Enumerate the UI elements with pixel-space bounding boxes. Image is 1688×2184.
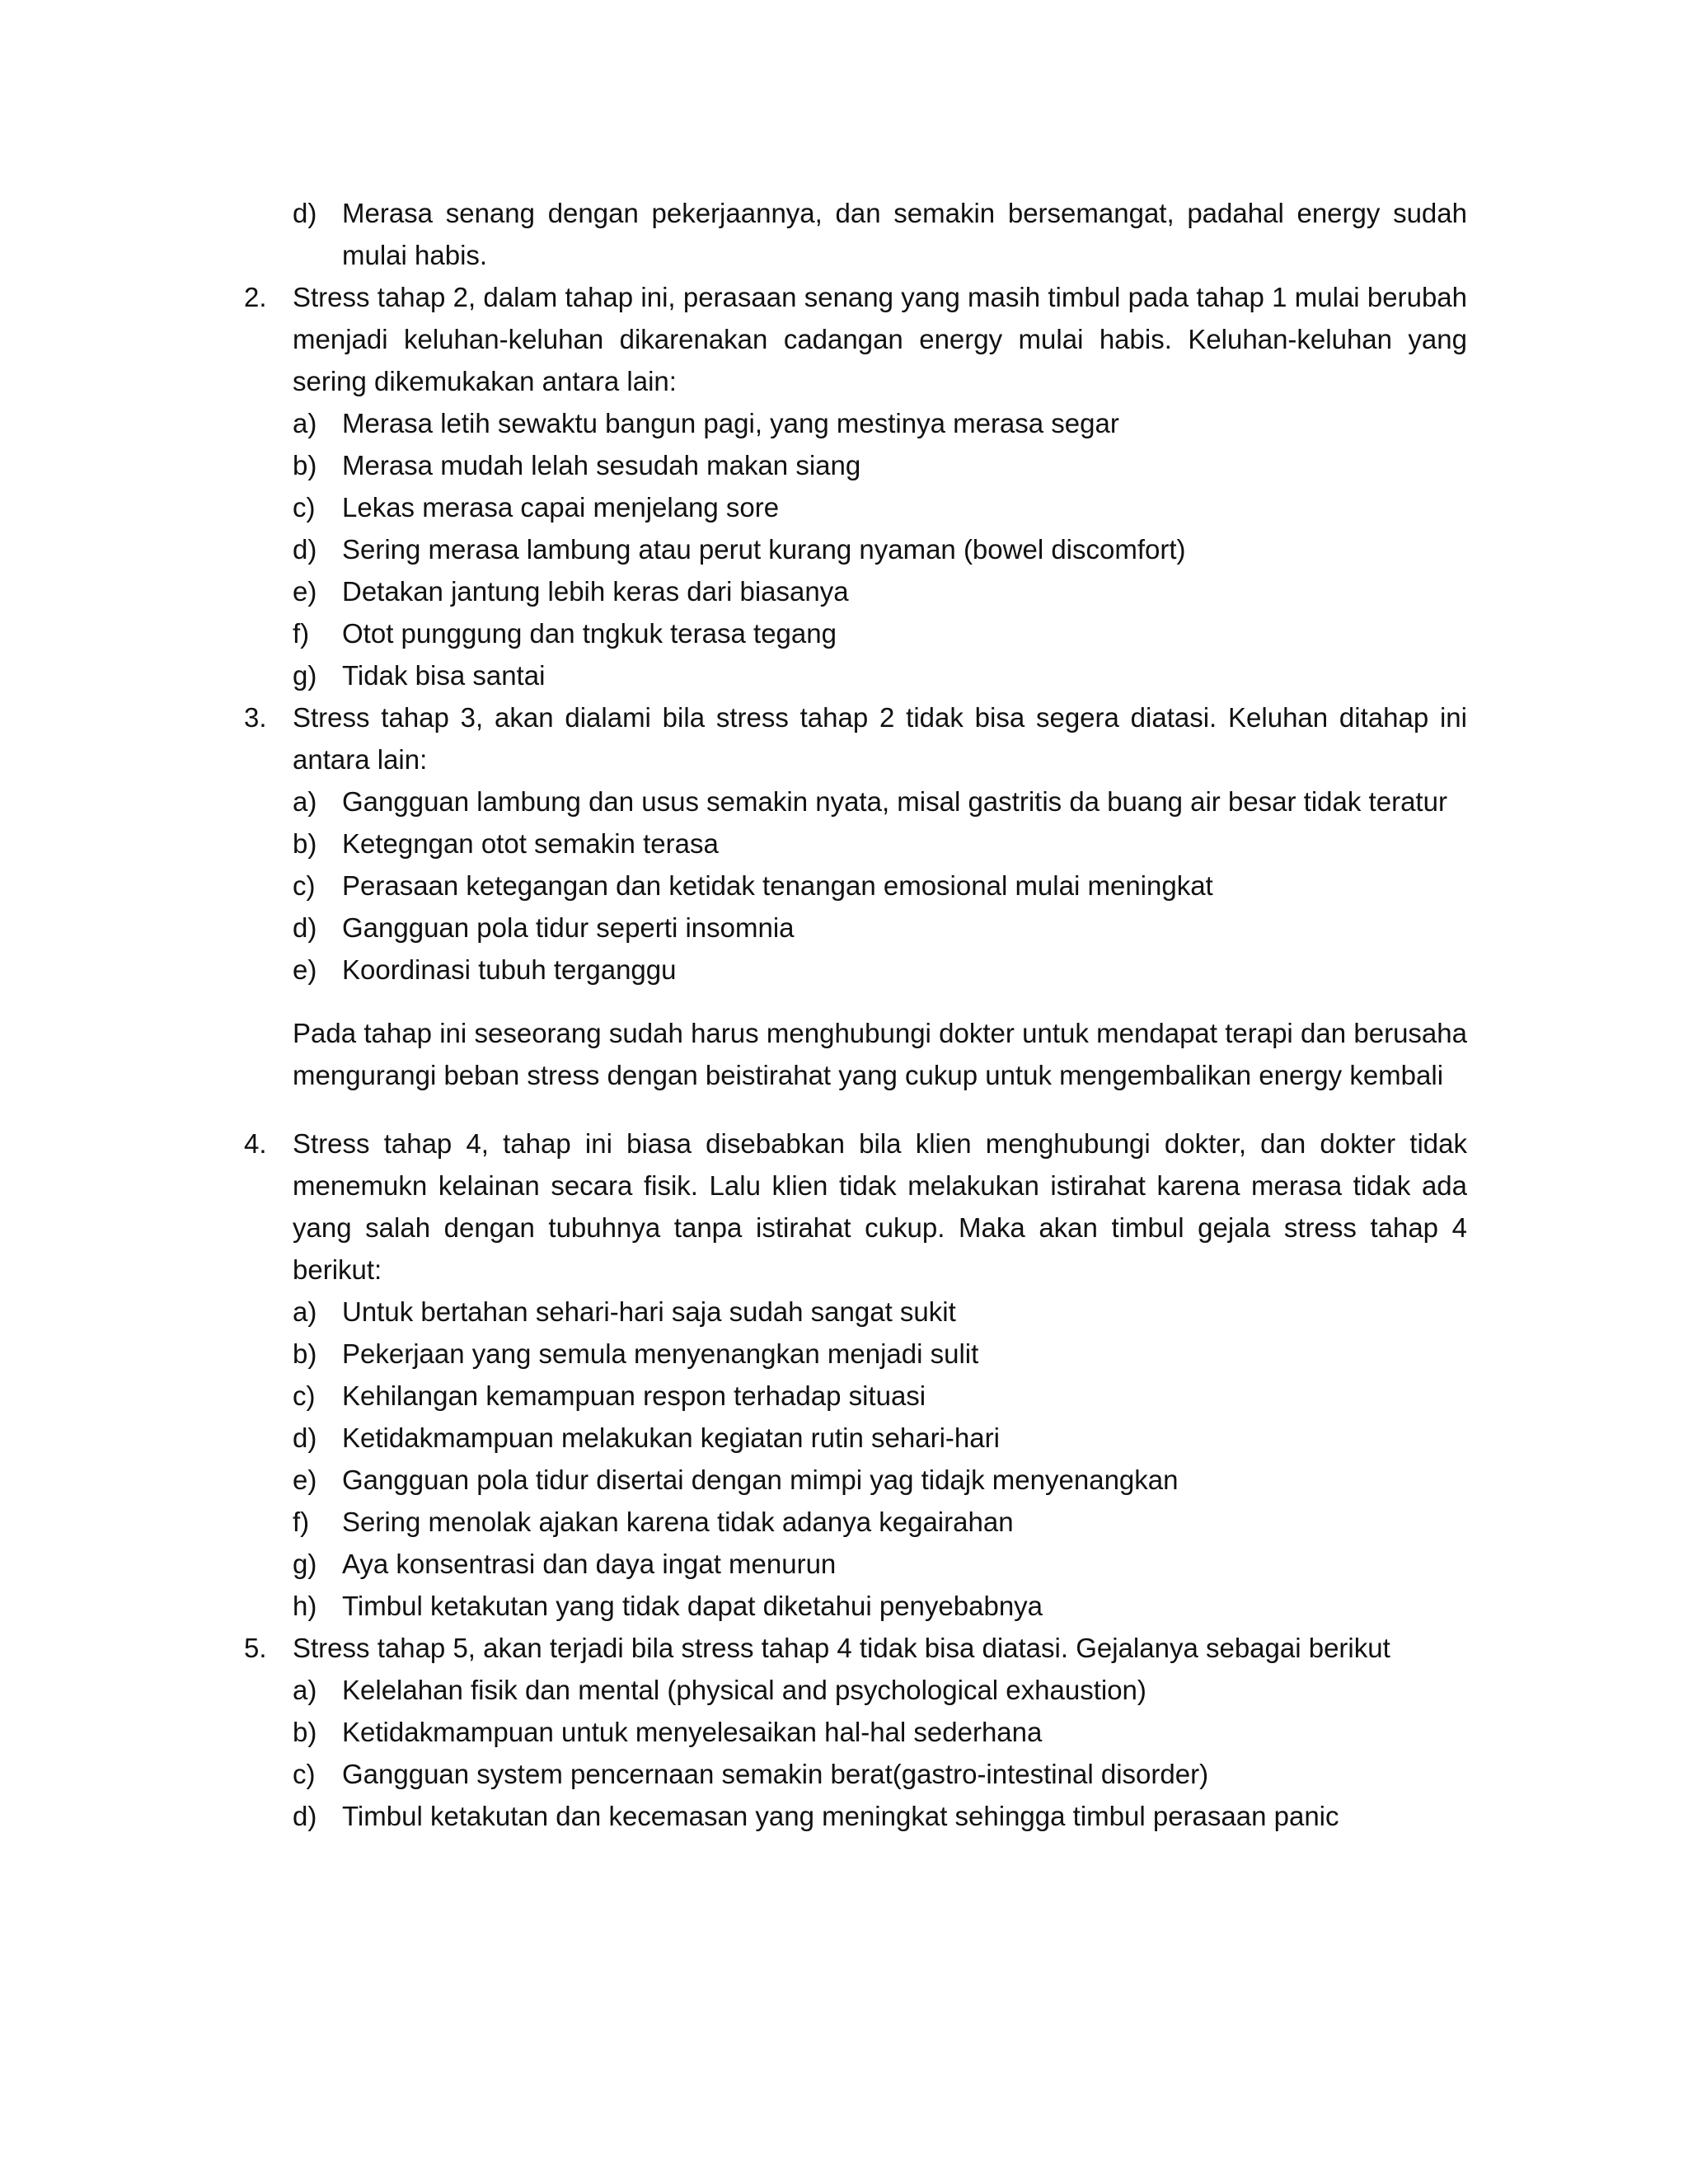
list-marker: b) bbox=[293, 1717, 317, 1747]
list-item bbox=[239, 907, 1467, 949]
stress-stage-5 bbox=[239, 1627, 1467, 1669]
list-item-text: Ketegngan otot semakin terasa bbox=[342, 828, 719, 859]
list-marker: e) bbox=[293, 954, 317, 985]
list-item bbox=[239, 1585, 1467, 1627]
list-number: 4. bbox=[244, 1128, 267, 1159]
list-item bbox=[239, 486, 1467, 528]
list-item-text: Tidak bisa santai bbox=[342, 660, 546, 691]
list-item-text: Sering merasa lambung atau perut kurang nyaman (bowel discomfort) bbox=[342, 534, 1186, 565]
list-marker: a) bbox=[293, 786, 317, 817]
list-item bbox=[239, 823, 1467, 865]
list-item-text: Gangguan lambung dan usus semakin nyata, misal gastritis da buang air besar tidak teratur bbox=[342, 786, 1447, 817]
list-marker: h) bbox=[293, 1591, 317, 1621]
list-marker: g) bbox=[293, 1549, 317, 1579]
list-item-text: Gangguan pola tidur disertai dengan mimpi yag tidajk menyenangkan bbox=[342, 1465, 1179, 1495]
list-marker: b) bbox=[293, 1338, 317, 1369]
list-marker: c) bbox=[293, 1380, 316, 1411]
stage-description: Stress tahap 3, akan dialami bila stress tahap 2 tidak bisa segera diatasi. Keluhan ditahap ini antara lain: bbox=[293, 702, 1467, 775]
list-item bbox=[239, 1459, 1467, 1501]
list-marker: a) bbox=[293, 408, 317, 438]
list-item bbox=[239, 1291, 1467, 1333]
stage-description: Stress tahap 2, dalam tahap ini, perasaan senang yang masih timbul pada tahap 1 mulai berubah menjadi keluhan-keluhan dikarenakan cadangan energy mulai habis. Keluhan-keluhan yang sering dikemukakan antara lain: bbox=[293, 282, 1467, 396]
list-marker: d) bbox=[293, 1422, 317, 1453]
list-marker: c) bbox=[293, 492, 316, 523]
list-item-text: Timbul ketakutan yang tidak dapat diketahui penyebabnya bbox=[342, 1591, 1043, 1621]
list-item bbox=[239, 780, 1467, 823]
list-item bbox=[239, 612, 1467, 654]
stage-description: Stress tahap 4, tahap ini biasa disebabkan bila klien menghubungi dokter, dan dokter tidak menemukn kelainan secara fisik. Lalu klien tidak melakukan istirahat karena merasa tidak ada yang salah dengan tubuhnya tanpa istirahat cukup. Maka akan timbul gejala stress tahap 4 berikut: bbox=[293, 1128, 1467, 1285]
list-item-text: Detakan jantung lebih keras dari biasanya bbox=[342, 576, 849, 607]
list-marker: b) bbox=[293, 828, 317, 859]
list-marker: e) bbox=[293, 576, 317, 607]
list-number: 5. bbox=[244, 1633, 267, 1663]
list-marker: f) bbox=[293, 1507, 310, 1537]
list-marker: e) bbox=[293, 1465, 317, 1495]
stress-stage-2 bbox=[239, 276, 1467, 402]
list-marker: d) bbox=[293, 198, 317, 228]
list-item bbox=[239, 1501, 1467, 1543]
list-item-text: Sering menolak ajakan karena tidak adanya kegairahan bbox=[342, 1507, 1014, 1537]
list-item bbox=[239, 949, 1467, 991]
list-item-text: Merasa mudah lelah sesudah makan siang bbox=[342, 450, 861, 480]
list-item-text: Timbul ketakutan dan kecemasan yang meningkat sehingga timbul perasaan panic bbox=[342, 1801, 1339, 1831]
list-marker: a) bbox=[293, 1675, 317, 1705]
list-item bbox=[239, 444, 1467, 486]
list-item bbox=[239, 1375, 1467, 1417]
stage-3-note: Pada tahap ini seseorang sudah harus menghubungi dokter untuk mendapat terapi dan berusaha mengurangi beban stress dengan beistirahat yang cukup untuk mengembalikan energy kembali bbox=[293, 1018, 1467, 1090]
list-item bbox=[239, 654, 1467, 696]
list-item-text: Merasa letih sewaktu bangun pagi, yang mestinya merasa segar bbox=[342, 408, 1119, 438]
list-number: 2. bbox=[244, 282, 267, 312]
list-marker: b) bbox=[293, 450, 317, 480]
list-item bbox=[239, 1753, 1467, 1795]
list-marker: d) bbox=[293, 1801, 317, 1831]
list-item bbox=[239, 192, 1467, 276]
list-item bbox=[239, 1333, 1467, 1375]
list-item-text: Otot punggung dan tngkuk terasa tegang bbox=[342, 618, 837, 649]
list-marker: d) bbox=[293, 912, 317, 943]
list-item-text: Ketidakmampuan untuk menyelesaikan hal-hal sederhana bbox=[342, 1717, 1043, 1747]
list-item-text: Kelelahan fisik dan mental (physical and psychological exhaustion) bbox=[342, 1675, 1146, 1705]
list-item-text: Ketidakmampuan melakukan kegiatan rutin sehari-hari bbox=[342, 1422, 1000, 1453]
list-item-text: Pekerjaan yang semula menyenangkan menjadi sulit bbox=[342, 1338, 979, 1369]
list-item bbox=[239, 865, 1467, 907]
list-item bbox=[239, 1669, 1467, 1711]
list-item bbox=[239, 528, 1467, 570]
list-item-text: Gangguan pola tidur seperti insomnia bbox=[342, 912, 795, 943]
list-marker: c) bbox=[293, 870, 316, 901]
list-item bbox=[239, 402, 1467, 444]
document-body bbox=[239, 192, 1467, 1837]
list-item-text: Merasa senang dengan pekerjaannya, dan semakin bersemangat, padahal energy sudah mulai habis. bbox=[342, 198, 1467, 270]
spacer bbox=[239, 1096, 1467, 1122]
list-marker: g) bbox=[293, 660, 317, 691]
list-item-text: Kehilangan kemampuan respon terhadap situasi bbox=[342, 1380, 926, 1411]
list-item-text: Gangguan system pencernaan semakin berat(gastro-intestinal disorder) bbox=[342, 1759, 1209, 1789]
list-item bbox=[239, 570, 1467, 612]
list-item-text: Aya konsentrasi dan daya ingat menurun bbox=[342, 1549, 837, 1579]
list-item bbox=[239, 1543, 1467, 1585]
list-item bbox=[239, 1795, 1467, 1837]
list-item-text: Untuk bertahan sehari-hari saja sudah sangat sukit bbox=[342, 1296, 956, 1327]
stress-stage-4 bbox=[239, 1122, 1467, 1291]
list-marker: a) bbox=[293, 1296, 317, 1327]
spacer bbox=[239, 991, 1467, 1012]
list-number: 3. bbox=[244, 702, 267, 733]
list-item-text: Perasaan ketegangan dan ketidak tenangan emosional mulai meningkat bbox=[342, 870, 1213, 901]
list-marker: f) bbox=[293, 618, 310, 649]
list-item-text: Koordinasi tubuh terganggu bbox=[342, 954, 677, 985]
list-item bbox=[239, 1711, 1467, 1753]
list-marker: c) bbox=[293, 1759, 316, 1789]
stress-stage-3 bbox=[239, 696, 1467, 780]
stage-description: Stress tahap 5, akan terjadi bila stress tahap 4 tidak bisa diatasi. Gejalanya sebagai berikut bbox=[293, 1633, 1390, 1663]
list-marker: d) bbox=[293, 534, 317, 565]
list-item-text: Lekas merasa capai menjelang sore bbox=[342, 492, 780, 523]
list-item bbox=[239, 1417, 1467, 1459]
